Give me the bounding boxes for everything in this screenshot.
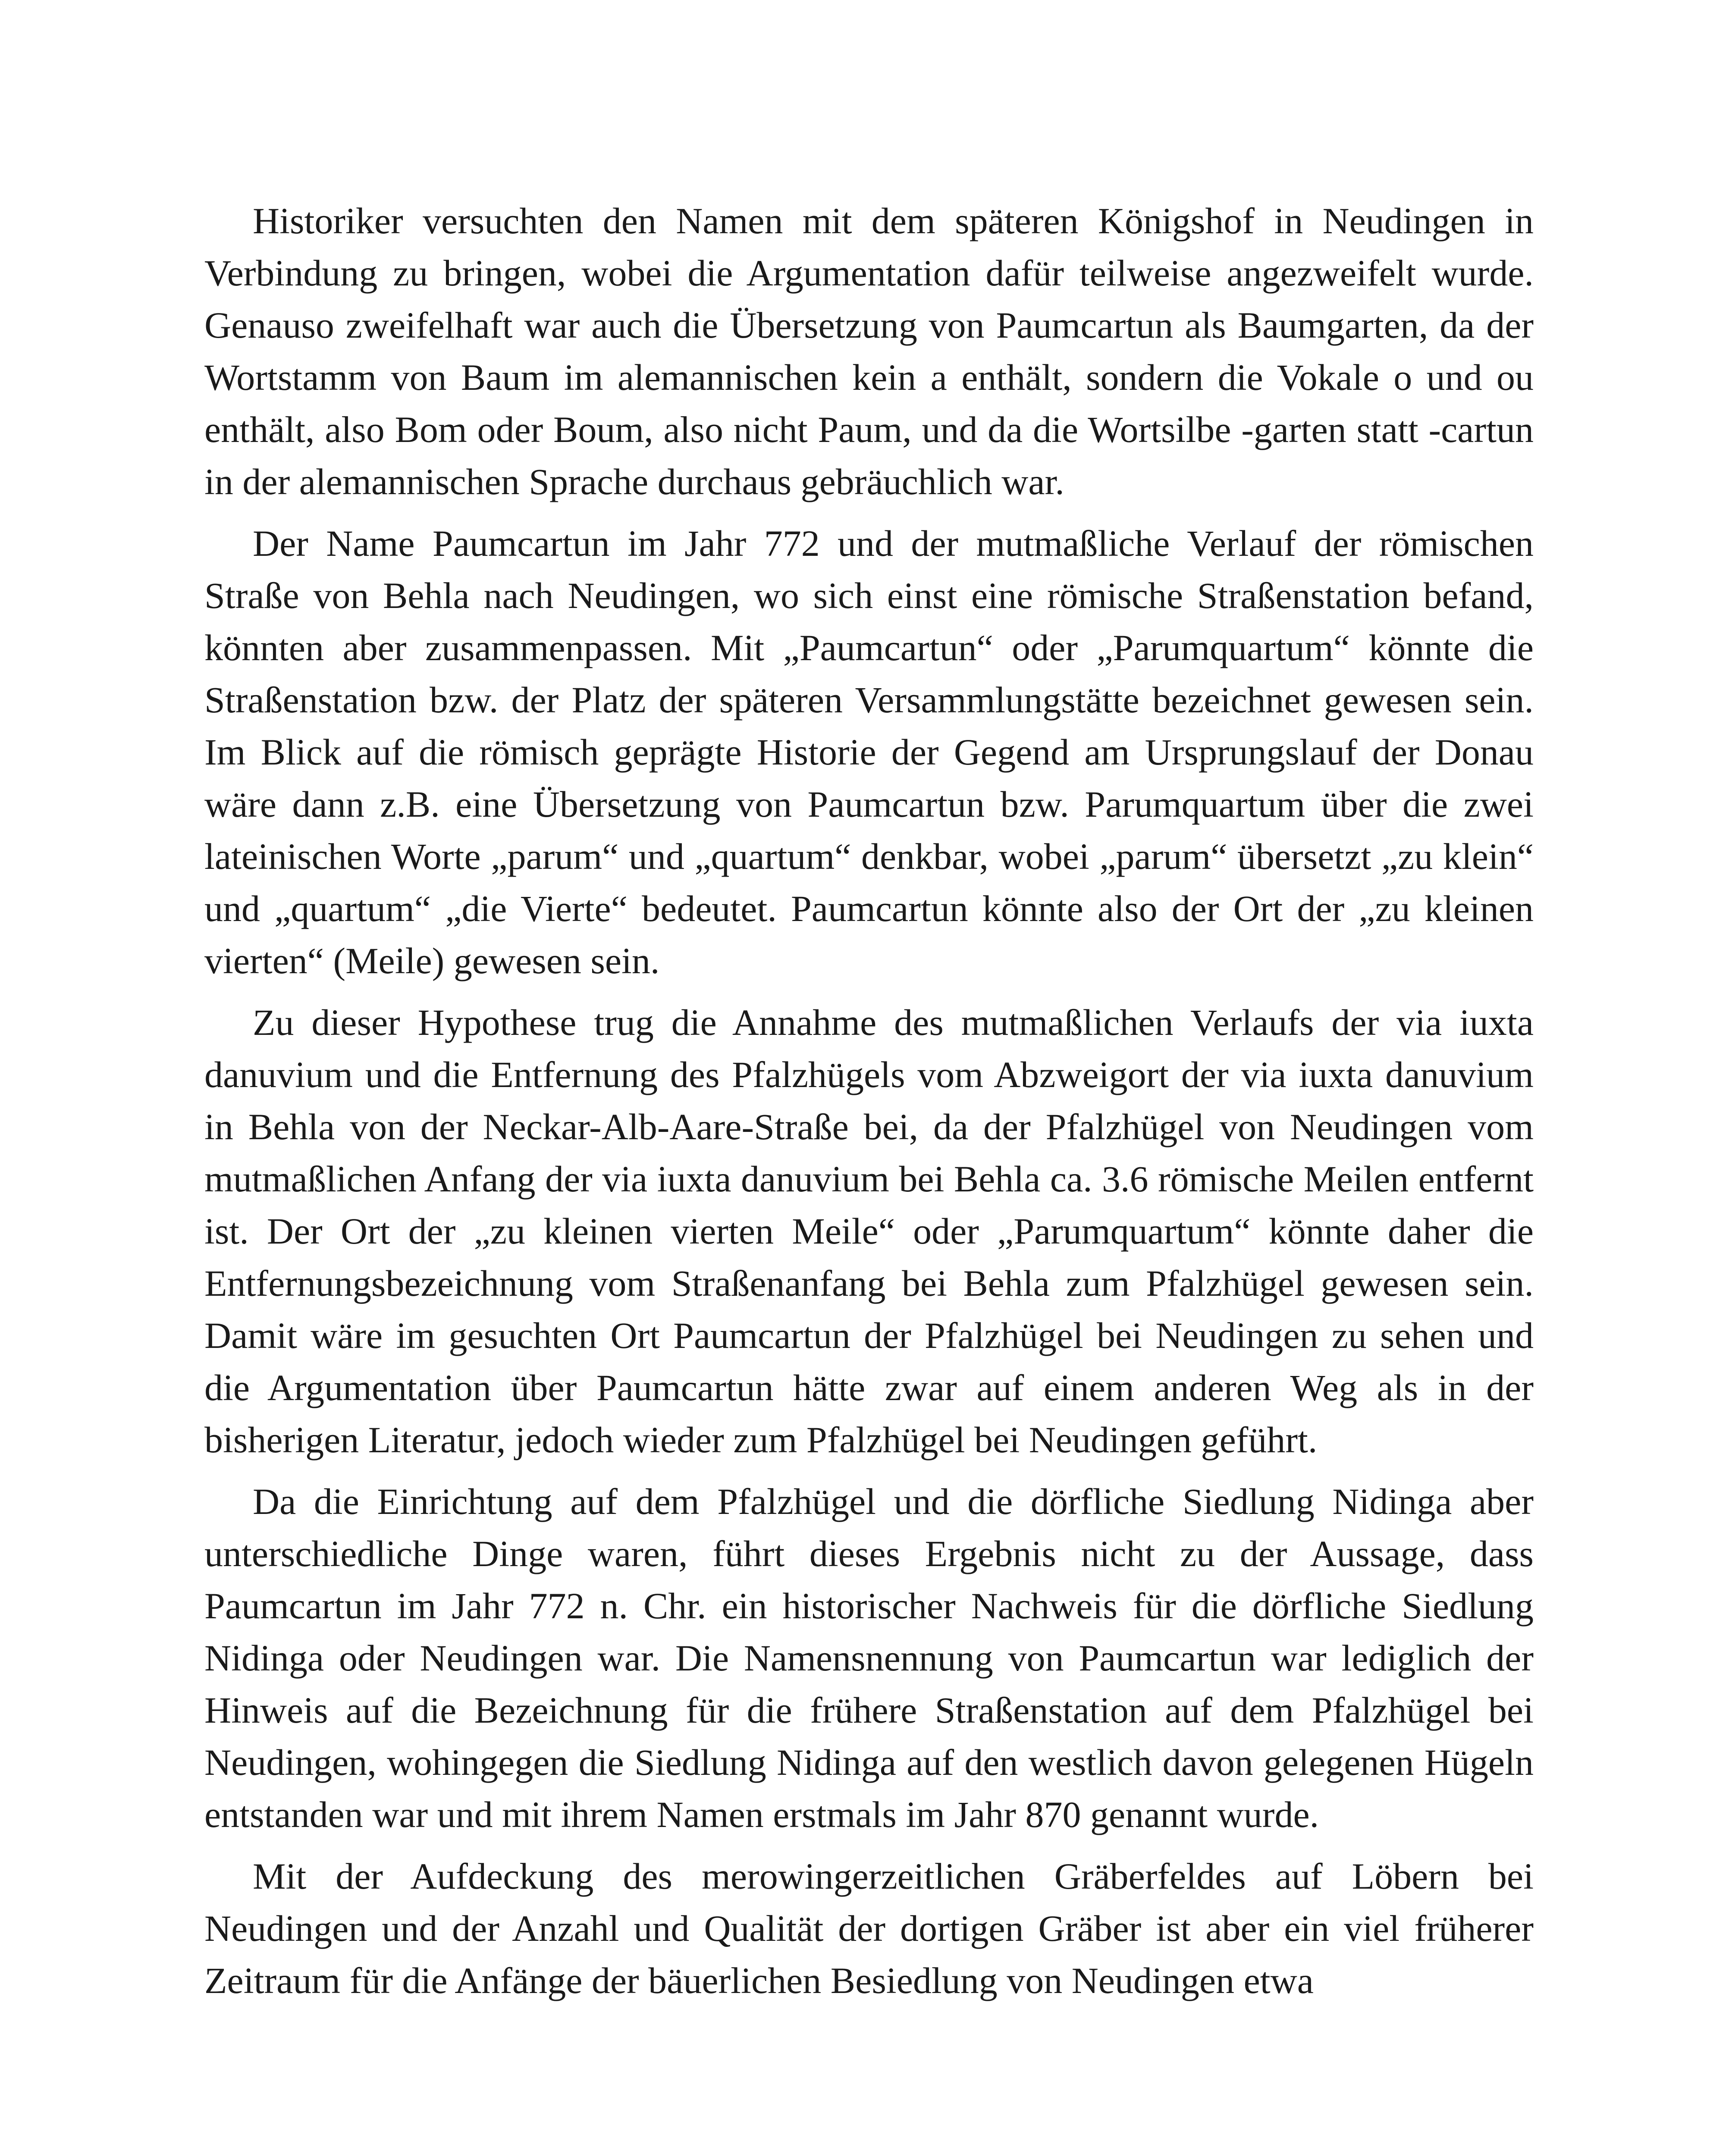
paragraph-2: Der Name Paumcartun im Jahr 772 und der mutmaßliche Verlauf der römischen Straße von Behla nach Neudingen, wo sich einst eine römische Straßenstation befand, könnten aber zusammenpassen. Mit „Paumcartun“ oder „Parumquartum“ könnte die Straßenstation bzw. der Platz der späteren Versammlungstätte bezeichnet gewesen sein. Im Blick auf die römisch geprägte Historie der Gegend am Ursprungslauf der Donau wäre dann z.B. eine Übersetzung von Paumcartun bzw. Parumquartum über die zwei lateinischen Worte „parum“ und „quartum“ denkbar, wobei „parum“ übersetzt „zu klein“ und „quartum“ „die Vierte“ bedeutet. Paumcartun könnte also der Ort der „zu kleinen vierten“ (Meile) gewesen sein. [204, 523, 1534, 981]
paragraph-1: Historiker versuchten den Namen mit dem späteren Königshof in Neudingen in Verbindung zu bringen, wobei die Argumentation dafür teilweise angezweifelt wurde. Genauso zweifelhaft war auch die Übersetzung von Paumcartun als Baumgarten, da der Wortstamm von Baum im alemannischen kein a enthält, sondern die Vokale o und ou enthält, also Bom oder Boum, also nicht Paum, und da die Wortsilbe -garten statt -cartun in der alemannischen Sprache durchaus gebräuchlich war. [204, 200, 1534, 502]
paragraph-4: Da die Einrichtung auf dem Pfalzhügel und die dörfliche Siedlung Nidinga aber unterschiedliche Dinge waren, führt dieses Ergebnis nicht zu der Aussage, dass Paumcartun im Jahr 772 n. Chr. ein historischer Nachweis für die dörfliche Siedlung Nidinga oder Neudingen war. Die Namensnennung von Paumcartun war lediglich der Hinweis auf die Bezeichnung für die frühere Straßenstation auf dem Pfalzhügel bei Neudingen, wohingegen die Siedlung Nidinga auf den westlich davon gelegenen Hügeln entstanden war und mit ihrem Namen erstmals im Jahr 870 genannt wurde. [204, 1481, 1534, 1835]
paragraph-5: Mit der Aufdeckung des merowingerzeitlichen Gräberfeldes auf Löbern bei Neudingen und der Anzahl und Qualität der dortigen Gräber ist aber ein viel früherer Zeitraum für die Anfänge der bäuerlichen Besiedlung von Neudingen etwa [204, 1855, 1534, 2001]
body-text [204, 195, 1534, 2016]
paragraph-3: Zu dieser Hypothese trug die Annahme des mutmaßlichen Verlaufs der via iuxta danuvium und die Entfernung des Pfalzhügels vom Abzweigort der via iuxta danuvium in Behla von der Neckar-Alb-Aare-Straße bei, da der Pfalzhügel von Neudingen vom mutmaßlichen Anfang der via iuxta danuvium bei Behla ca. 3.6 römische Meilen entfernt ist. Der Ort der „zu kleinen vierten Meile“ oder „Parumquartum“ könnte daher die Entfernungsbezeichnung vom Straßenanfang bei Behla zum Pfalzhügel gewesen sein. Damit wäre im gesuchten Ort Paumcartun der Pfalzhügel bei Neudingen zu sehen und die Argumentation über Paumcartun hätte zwar auf einem anderen Weg als in der bisherigen Literatur, jedoch wieder zum Pfalzhügel bei Neudingen geführt. [204, 1002, 1534, 1460]
